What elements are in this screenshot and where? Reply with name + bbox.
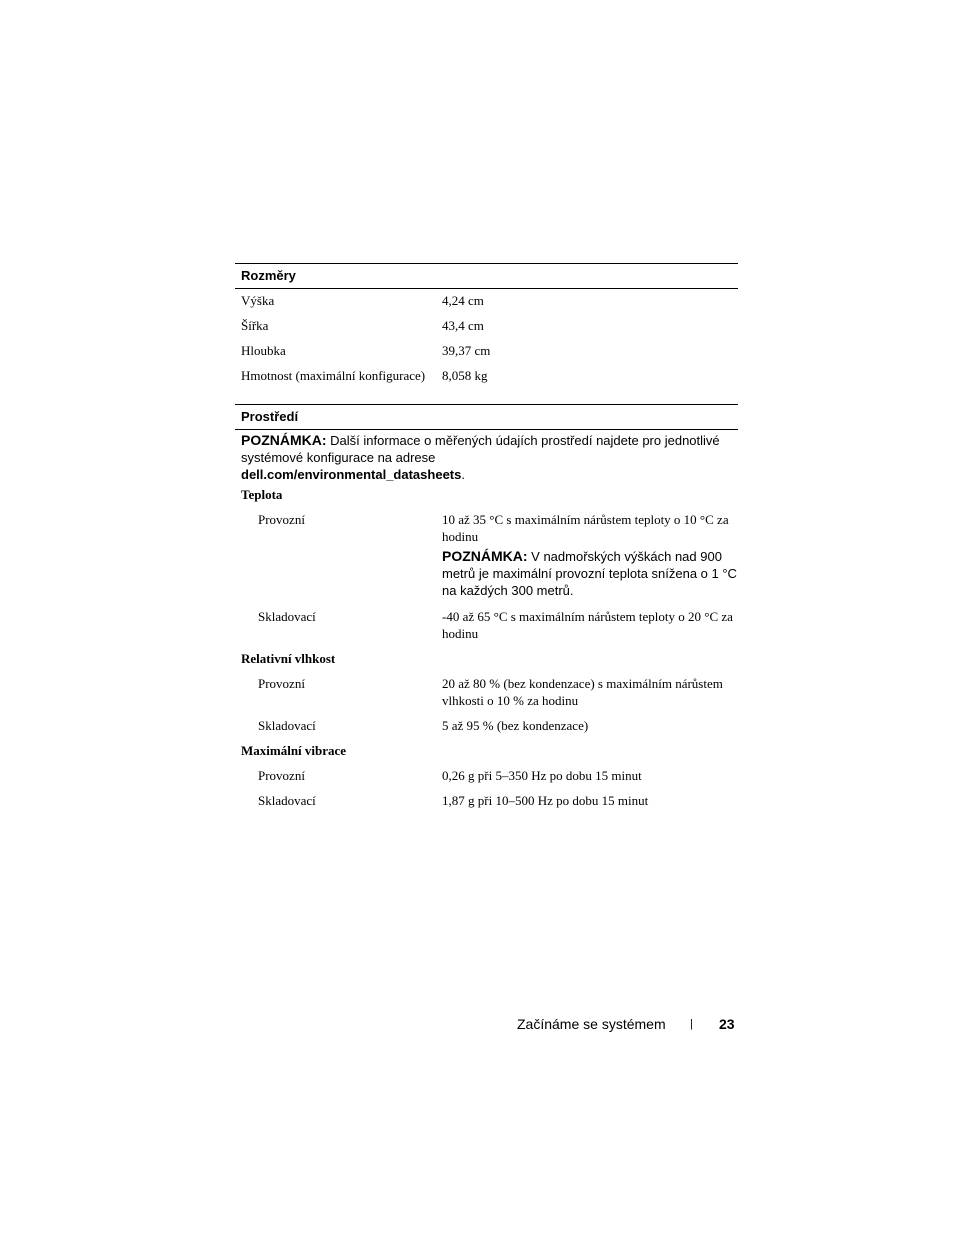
humidity-storage-row — [235, 717, 738, 742]
note-text: Další informace o měřených údajích prostředí najdete pro jednotlivé systémové konfigurace na adrese — [241, 433, 720, 465]
environment-header: Prostředí — [235, 404, 738, 430]
spec-value: 0,26 g při 5–350 Hz po dobu 15 minut — [442, 768, 642, 783]
spec-value: 5 až 95 % (bez kondenzace) — [442, 718, 589, 733]
spec-label: Provozní — [258, 768, 305, 783]
vibration-storage-row — [235, 792, 738, 817]
note-label: POZNÁMKA: — [442, 548, 528, 564]
spec-row-width — [235, 317, 738, 342]
spec-value: 20 až 80 % (bez kondenzace) s maximálním nárůstem vlhkosti o 10 % za hodinu — [442, 676, 723, 708]
spec-label: Šířka — [241, 318, 269, 333]
spec-value: 8,058 kg — [442, 368, 488, 383]
spec-value: -40 až 65 °C s maximálním nárůstem teploty o 20 °C za hodinu — [442, 609, 733, 641]
spec-label: Skladovací — [258, 718, 316, 733]
spec-value: 1,87 g při 10–500 Hz po dobu 15 minut — [442, 793, 649, 808]
note-suffix: . — [461, 467, 465, 482]
spec-table — [235, 263, 738, 817]
spec-value: 10 až 35 °C s maximálním nárůstem teploty o 10 °C za hodinu — [442, 512, 729, 544]
spec-value: 39,37 cm — [442, 343, 491, 358]
spec-value-block — [442, 511, 738, 599]
vibration-operating-row — [235, 767, 738, 792]
spec-label: Provozní — [258, 512, 305, 527]
footer-separator: | — [690, 1018, 693, 1030]
humidity-operating-row — [235, 675, 738, 717]
spec-label: Skladovací — [258, 609, 316, 624]
datasheets-link[interactable]: dell.com/environmental_datasheets — [241, 467, 462, 482]
spec-value: 43,4 cm — [442, 318, 484, 333]
spec-row-height — [235, 292, 738, 317]
spec-label: Hmotnost (maximální konfigurace) — [241, 368, 426, 383]
spec-label: Hloubka — [241, 343, 286, 358]
environment-note — [235, 430, 738, 486]
spec-row-depth — [235, 342, 738, 367]
humidity-title: Relativní vlhkost — [241, 651, 336, 666]
spec-value: 4,24 cm — [442, 293, 484, 308]
temperature-storage-row — [235, 608, 738, 650]
spec-row-weight — [235, 367, 738, 392]
note-text: V nadmořských výškách nad 900 metrů je maximální provozní teplota snížena o 1 °C na každých 300 metrů. — [442, 549, 737, 598]
note-label: POZNÁMKA: — [241, 432, 327, 448]
altitude-note — [442, 548, 738, 599]
page-number: 23 — [719, 1016, 735, 1032]
spec-label: Výška — [241, 293, 275, 308]
spec-label: Skladovací — [258, 793, 316, 808]
spec-label: Provozní — [258, 676, 305, 691]
footer-title: Začínáme se systémem — [517, 1016, 666, 1032]
dimensions-header: Rozměry — [235, 263, 738, 289]
temperature-operating-row — [235, 511, 738, 608]
temperature-title: Teplota — [241, 487, 283, 502]
vibration-title: Maximální vibrace — [241, 743, 347, 758]
